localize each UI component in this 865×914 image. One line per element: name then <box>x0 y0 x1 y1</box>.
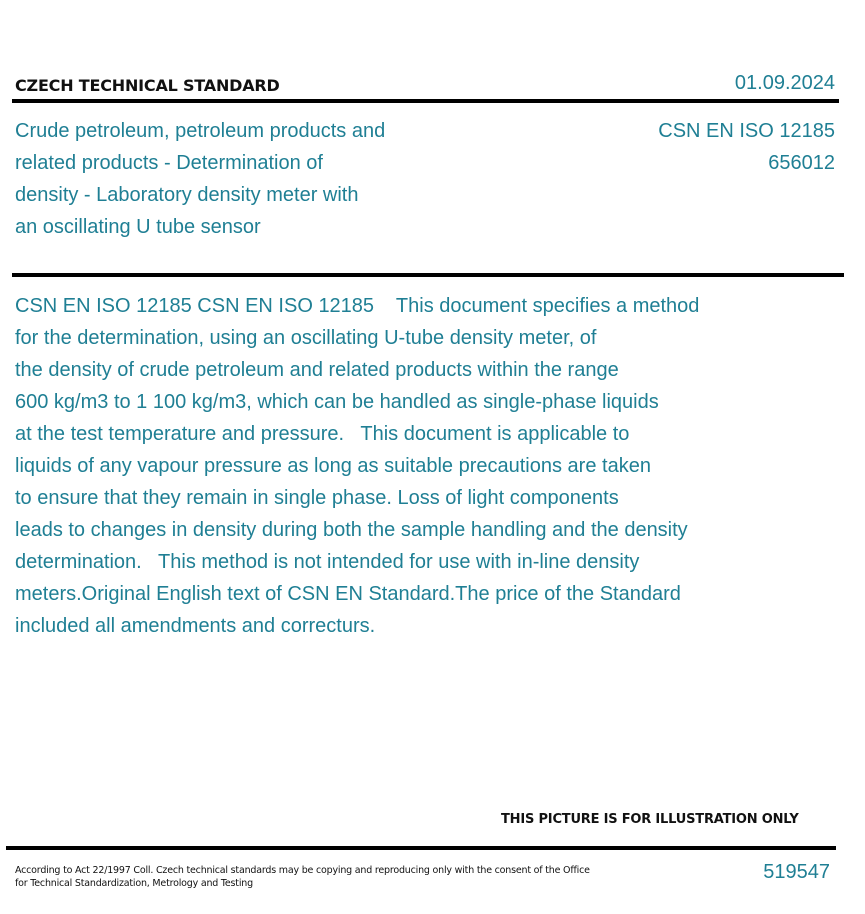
description-line: CSN EN ISO 12185 CSN EN ISO 12185 This document specifies a method <box>15 295 700 317</box>
standard-code-block <box>658 115 835 179</box>
description-line: the density of crude petroleum and related products within the range <box>15 359 619 381</box>
description-line: for the determination, using an oscillating U-tube density meter, of <box>15 327 597 349</box>
illustration-note: THIS PICTURE IS FOR ILLUSTRATION ONLY <box>501 812 799 827</box>
description-line: meters.Original English text of CSN EN Standard.The price of the Standard <box>15 583 681 605</box>
footer-legal-note <box>15 864 595 890</box>
description-line: leads to changes in density during both the sample handling and the density <box>15 519 688 541</box>
footer-note-line: for Technical Standardization, Metrology and Testing <box>15 878 253 889</box>
standard-class-number: 656012 <box>768 152 835 174</box>
standard-code: CSN EN ISO 12185 <box>658 120 835 142</box>
standard-description <box>15 290 835 642</box>
footer-document-id: 519547 <box>763 861 830 883</box>
header-rule <box>12 99 839 103</box>
standard-title <box>15 115 435 243</box>
header-date: 01.09.2024 <box>734 72 835 94</box>
footer-rule <box>6 846 836 850</box>
description-line: determination. This method is not intended for use with in-line density <box>15 551 640 573</box>
description-line: liquids of any vapour pressure as long as suitable precautions are taken <box>15 455 651 477</box>
description-line: at the test temperature and pressure. This document is applicable to <box>15 423 630 445</box>
description-line: included all amendments and correcturs. <box>15 615 376 637</box>
title-line: related products - Determination of <box>15 152 323 174</box>
title-line: density - Laboratory density meter with <box>15 184 359 206</box>
title-line: Crude petroleum, petroleum products and <box>15 120 386 142</box>
footer-note-line: According to Act 22/1997 Coll. Czech technical standards may be copying and reproducing only with the consent of the Office <box>15 865 590 876</box>
description-line: to ensure that they remain in single phase. Loss of light components <box>15 487 619 509</box>
title-line: an oscillating U tube sensor <box>15 216 261 238</box>
header-label: CZECH TECHNICAL STANDARD <box>15 76 280 95</box>
section-rule <box>12 273 844 277</box>
description-line: 600 kg/m3 to 1 100 kg/m3, which can be handled as single-phase liquids <box>15 391 659 413</box>
